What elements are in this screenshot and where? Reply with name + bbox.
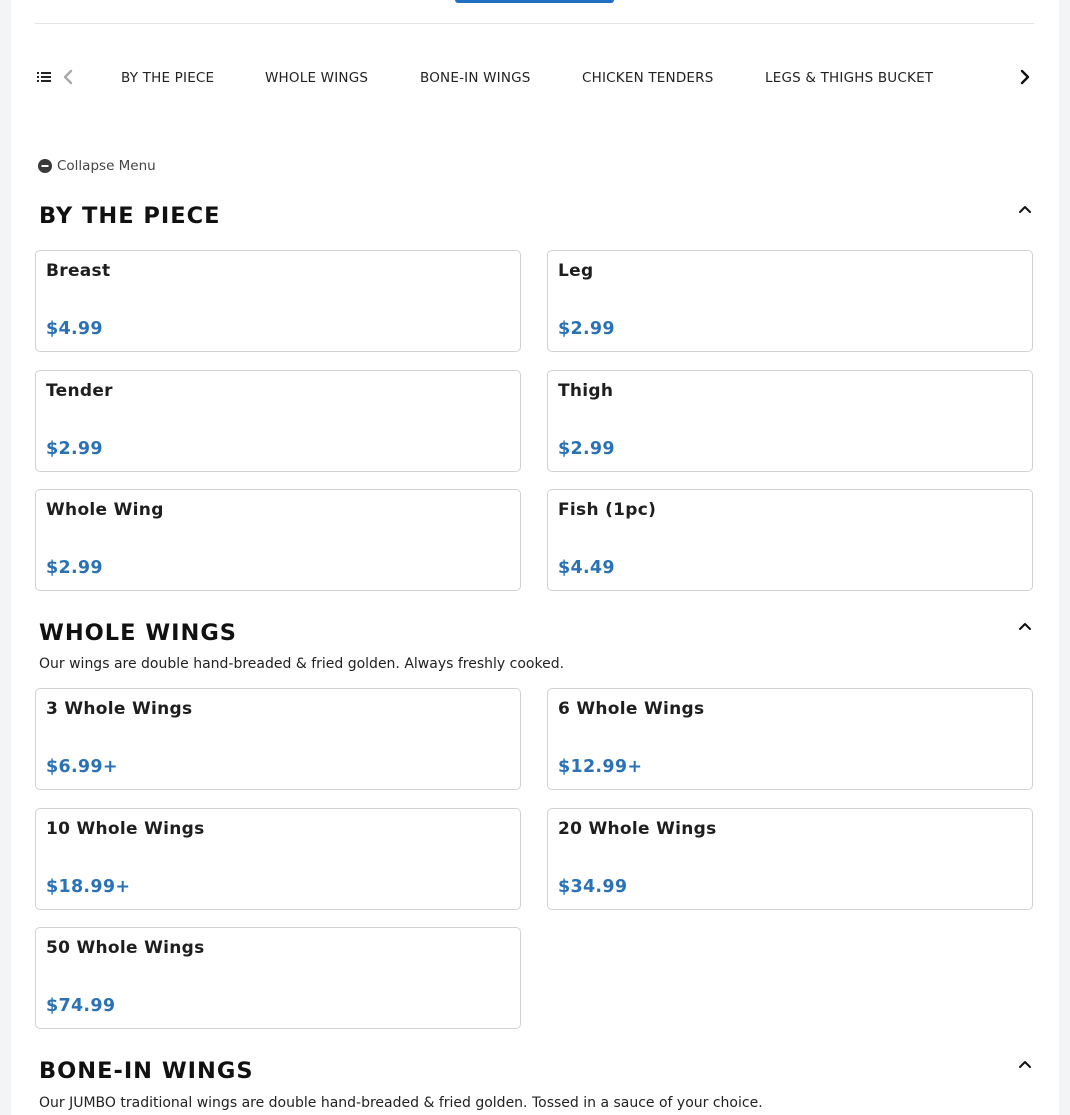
list-icon[interactable]: [37, 69, 51, 88]
collapse-menu-button[interactable]: [38, 157, 156, 175]
item-name: 20 Whole Wings: [558, 819, 717, 839]
chevron-left-icon[interactable]: [61, 69, 75, 89]
item-name: Leg: [558, 261, 594, 281]
menu-page: [11, 0, 1059, 1115]
menu-item-card[interactable]: [35, 688, 521, 790]
item-price: $4.49: [558, 558, 615, 578]
item-price: $6.99+: [46, 757, 118, 777]
section-title-by-the-piece: BY THE PIECE: [39, 203, 221, 229]
menu-item-card[interactable]: [35, 927, 521, 1029]
section-description: Our wings are double hand-breaded & fried golden. Always freshly cooked.: [39, 656, 565, 672]
menu-item-card[interactable]: [547, 489, 1033, 591]
item-name: Tender: [46, 381, 113, 401]
section-title-bone-in-wings: BONE-IN WINGS: [39, 1058, 254, 1084]
menu-item-card[interactable]: [35, 370, 521, 472]
item-name: Breast: [46, 261, 111, 281]
item-name: Whole Wing: [46, 500, 164, 520]
section-description: Our JUMBO traditional wings are double hand-breaded & fried golden. Tossed in a sauce of your choice.: [39, 1095, 763, 1111]
chevron-right-icon[interactable]: [1018, 69, 1032, 89]
category-tab-chicken-tenders[interactable]: CHICKEN TENDERS: [582, 70, 714, 86]
menu-item-card[interactable]: [547, 808, 1033, 910]
item-price: $2.99: [46, 439, 103, 459]
chevron-up-icon[interactable]: [1017, 618, 1033, 634]
item-price: $34.99: [558, 877, 628, 897]
chevron-up-icon[interactable]: [1017, 201, 1033, 217]
active-tab-indicator: [455, 0, 614, 3]
minus-circle-icon: [38, 159, 52, 173]
item-price: $18.99+: [46, 877, 131, 897]
item-price: $2.99: [558, 319, 615, 339]
chevron-up-icon[interactable]: [1017, 1056, 1033, 1072]
category-tab-whole-wings[interactable]: WHOLE WINGS: [265, 70, 369, 86]
menu-item-card[interactable]: [35, 250, 521, 352]
category-tab-legs-thighs-bucket[interactable]: LEGS & THIGHS BUCKET: [765, 70, 934, 86]
collapse-menu-label: Collapse Menu: [57, 158, 156, 174]
divider: [35, 23, 1034, 24]
item-price: $2.99: [46, 558, 103, 578]
category-tab-by-the-piece[interactable]: BY THE PIECE: [121, 70, 215, 86]
item-name: 6 Whole Wings: [558, 699, 705, 719]
category-tab-bone-in-wings[interactable]: BONE-IN WINGS: [420, 70, 531, 86]
section-title-whole-wings: WHOLE WINGS: [39, 620, 238, 646]
menu-item-card[interactable]: [547, 370, 1033, 472]
item-name: 3 Whole Wings: [46, 699, 193, 719]
item-price: $12.99+: [558, 757, 643, 777]
item-name: Thigh: [558, 381, 614, 401]
item-price: $2.99: [558, 439, 615, 459]
item-price: $74.99: [46, 996, 116, 1016]
item-price: $4.99: [46, 319, 103, 339]
menu-item-card[interactable]: [547, 688, 1033, 790]
item-name: Fish (1pc): [558, 500, 657, 520]
category-nav: [35, 60, 1035, 96]
menu-item-card[interactable]: [35, 489, 521, 591]
menu-item-card[interactable]: [35, 808, 521, 910]
item-name: 10 Whole Wings: [46, 819, 205, 839]
item-name: 50 Whole Wings: [46, 938, 205, 958]
menu-item-card[interactable]: [547, 250, 1033, 352]
